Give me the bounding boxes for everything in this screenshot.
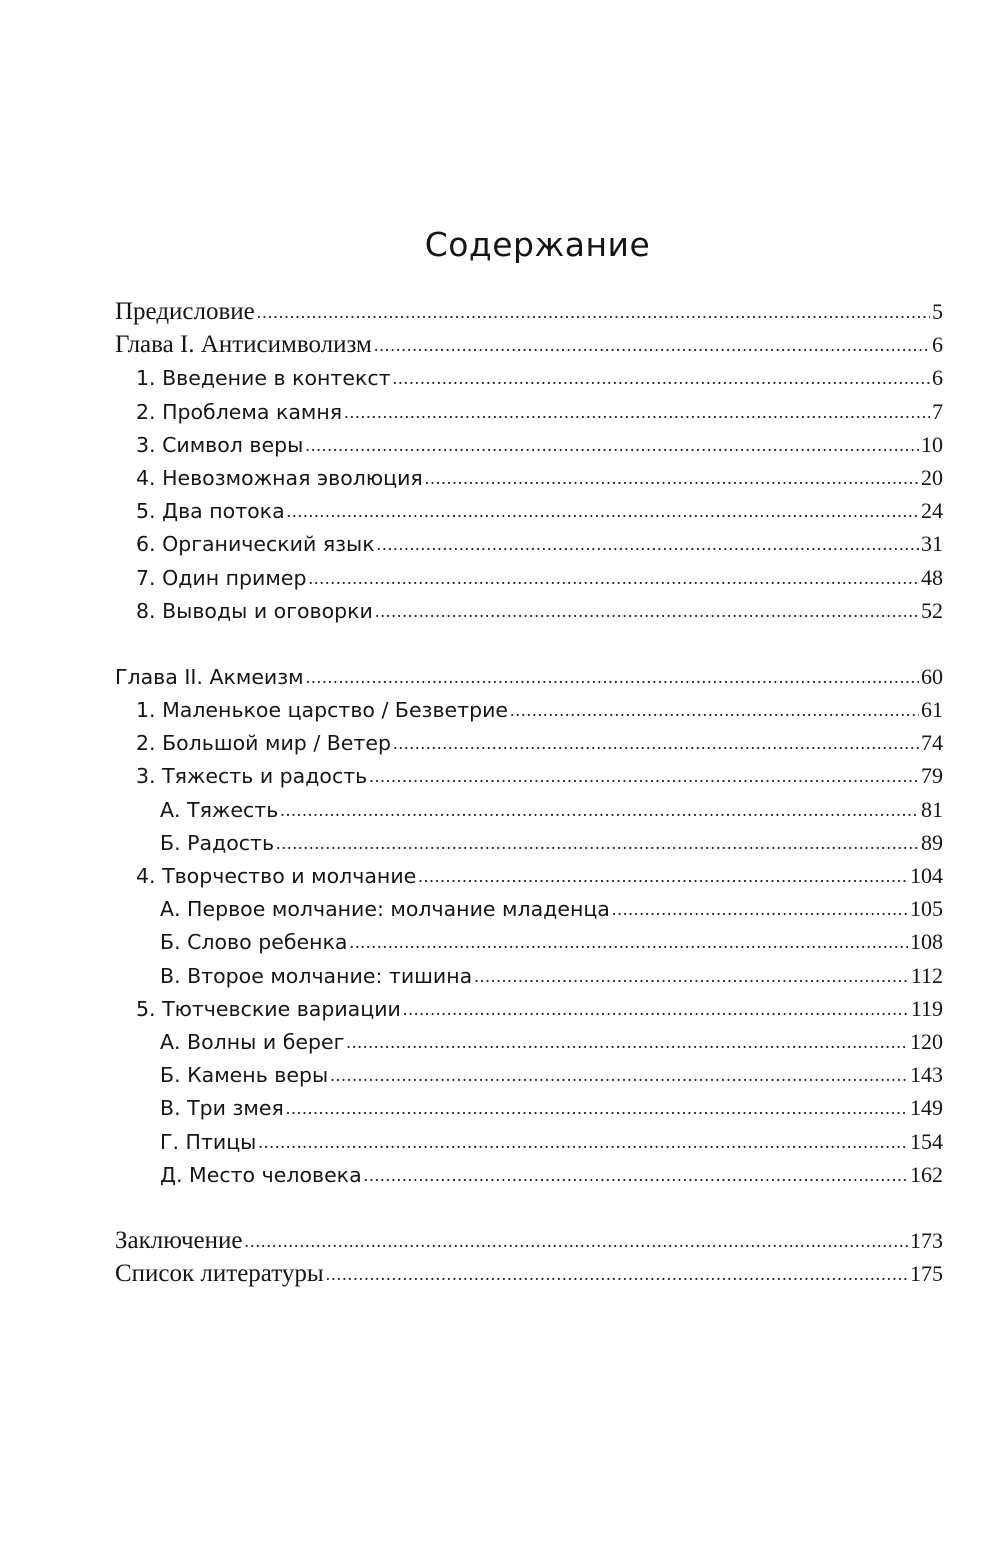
toc-entry-title: Г. Птицы: [160, 1129, 257, 1154]
toc-entry-page: 48: [921, 564, 943, 590]
toc-entry-title: 2. Проблема камня: [136, 399, 343, 424]
toc-entry-title: 1. Введение в контекст: [136, 366, 391, 391]
dot-leader: [612, 892, 908, 926]
toc-entry-page: 149: [910, 1095, 943, 1121]
toc-entry[interactable]: [115, 1058, 943, 1091]
toc-entry-page: 24: [921, 498, 943, 524]
toc-entry[interactable]: [115, 1091, 943, 1124]
toc-entry-title: 4. Творчество и молчание: [136, 864, 417, 888]
toc-entry-title: 2. Большой мир / Ветер: [136, 731, 391, 756]
dot-leader: [326, 1256, 908, 1291]
dot-leader: [344, 395, 930, 429]
dot-leader: [349, 925, 908, 959]
toc-entry-title: Глава II. Акмеизм: [115, 664, 304, 689]
toc-entry[interactable]: [115, 328, 943, 361]
toc-entry-page: 60: [921, 663, 943, 689]
dot-leader: [403, 992, 909, 1026]
toc-entry-title: 6. Органический язык: [136, 532, 375, 557]
toc-entry[interactable]: [115, 1158, 943, 1191]
toc-entry-page: 154: [910, 1128, 943, 1154]
toc-entry-title: 8. Выводы и оговорки: [136, 598, 373, 623]
toc-entry-title: Б. Слово ребенка: [160, 930, 348, 955]
toc-entry-page: 120: [910, 1028, 943, 1054]
toc-entry[interactable]: [115, 793, 943, 826]
toc-entry[interactable]: [115, 759, 943, 792]
toc-entry[interactable]: [115, 892, 943, 925]
toc-entry[interactable]: [115, 527, 943, 560]
toc-entry-page: 104: [910, 863, 943, 888]
toc-entry[interactable]: [115, 660, 943, 693]
dot-leader: [305, 428, 919, 462]
toc-entry-title: 5. Тютчевские вариации: [136, 996, 401, 1021]
toc-entry[interactable]: [115, 461, 943, 494]
toc-entry-title: Б. Радость: [160, 830, 275, 855]
dot-leader: [374, 327, 930, 362]
toc-entry-page: 6: [932, 332, 943, 358]
toc-entry-title: Предисловие: [115, 298, 255, 325]
dot-leader: [346, 1025, 908, 1059]
toc-entry[interactable]: [115, 361, 943, 394]
toc-entry-title: А. Тяжесть: [160, 797, 279, 822]
toc-entry-title: Список литературы: [115, 1260, 324, 1288]
dot-leader: [425, 461, 919, 495]
toc-entry-title: Заключение: [115, 1226, 243, 1254]
toc-entry-title: А. Первое молчание: молчание младенца: [160, 897, 610, 922]
toc-entry-page: 10: [921, 431, 943, 457]
toc-entry-page: 108: [910, 929, 943, 955]
toc-entry[interactable]: [115, 925, 943, 958]
dot-leader: [364, 1158, 908, 1192]
toc-entry-page: 61: [921, 697, 943, 723]
toc-entry-page: 162: [910, 1161, 943, 1187]
toc-entry[interactable]: [115, 561, 943, 594]
dot-leader: [280, 793, 919, 827]
toc-entry[interactable]: [115, 1224, 943, 1257]
toc-entry-page: 143: [910, 1062, 943, 1088]
toc-entry-page: 112: [910, 962, 943, 988]
toc-entry-title: Б. Камень веры: [160, 1063, 329, 1088]
toc-entry-title: А. Волны и берег: [160, 1029, 345, 1054]
toc-entry-page: 6: [932, 365, 943, 391]
toc-entry-title: Д. Место человека: [160, 1162, 362, 1187]
toc-entry[interactable]: [115, 826, 943, 859]
toc-entry-page: 89: [921, 829, 943, 855]
dot-leader: [510, 693, 919, 727]
dot-leader: [330, 1058, 908, 1092]
toc-entry[interactable]: [115, 395, 943, 428]
dot-leader: [245, 1223, 909, 1258]
toc-entry-page: 173: [910, 1227, 943, 1253]
dot-leader: [286, 1091, 908, 1125]
dot-leader: [474, 959, 909, 993]
page-title: Содержание: [424, 225, 651, 264]
dot-leader: [375, 594, 919, 628]
dot-leader: [257, 294, 930, 329]
toc-entry[interactable]: [115, 594, 943, 627]
toc-entry[interactable]: [115, 693, 943, 726]
toc-entry-title: 3. Тяжесть и радость: [136, 764, 368, 789]
toc-entry-page: 81: [921, 796, 943, 822]
dot-leader: [308, 561, 919, 595]
toc-entry-page: 175: [910, 1261, 943, 1287]
dot-leader: [393, 726, 919, 760]
toc-entry[interactable]: [115, 959, 943, 992]
section-gap: [115, 1191, 943, 1224]
dot-leader: [287, 494, 919, 528]
toc-entry[interactable]: [115, 726, 943, 759]
toc-entry-page: 31: [921, 531, 943, 557]
toc-entry[interactable]: [115, 295, 943, 328]
toc-entry[interactable]: [115, 1257, 943, 1290]
dot-leader: [418, 859, 908, 893]
toc-entry[interactable]: [115, 494, 943, 527]
dot-leader: [393, 361, 930, 395]
section-gap: [115, 627, 943, 660]
toc-entry-page: 105: [910, 896, 943, 922]
toc-entry-title: 7. Один пример: [136, 565, 307, 590]
toc-entry-page: 52: [921, 597, 943, 623]
dot-leader: [306, 660, 919, 694]
toc-entry-title: Глава I. Антисимволизм: [115, 331, 372, 359]
toc-entry-page: 7: [932, 398, 943, 424]
toc-entry-page: 119: [910, 995, 943, 1021]
toc-entry[interactable]: [115, 1125, 943, 1158]
toc-entry-title: 5. Два потока: [136, 499, 285, 524]
toc-entry[interactable]: [115, 859, 943, 892]
dot-leader: [276, 826, 919, 860]
toc-entry-title: В. Три змея: [160, 1096, 284, 1121]
toc-entry-page: 5: [932, 299, 943, 324]
toc-entry-title: 3. Символ веры: [136, 432, 304, 457]
toc-entry-page: 79: [921, 763, 943, 789]
toc-entry-title: В. Второе молчание: тишина: [160, 963, 473, 988]
table-of-contents: [115, 295, 943, 1290]
toc-entry[interactable]: [115, 428, 943, 461]
toc-entry[interactable]: [115, 992, 943, 1025]
toc-entry-title: 1. Маленькое царство / Безветрие: [136, 698, 509, 723]
toc-entry-page: 20: [921, 464, 943, 490]
dot-leader: [369, 759, 919, 793]
toc-entry-page: 74: [921, 730, 943, 756]
dot-leader: [377, 527, 919, 561]
toc-entry-title: 4. Невозможная эволюция: [136, 465, 423, 490]
toc-entry[interactable]: [115, 1025, 943, 1058]
dot-leader: [258, 1125, 908, 1159]
